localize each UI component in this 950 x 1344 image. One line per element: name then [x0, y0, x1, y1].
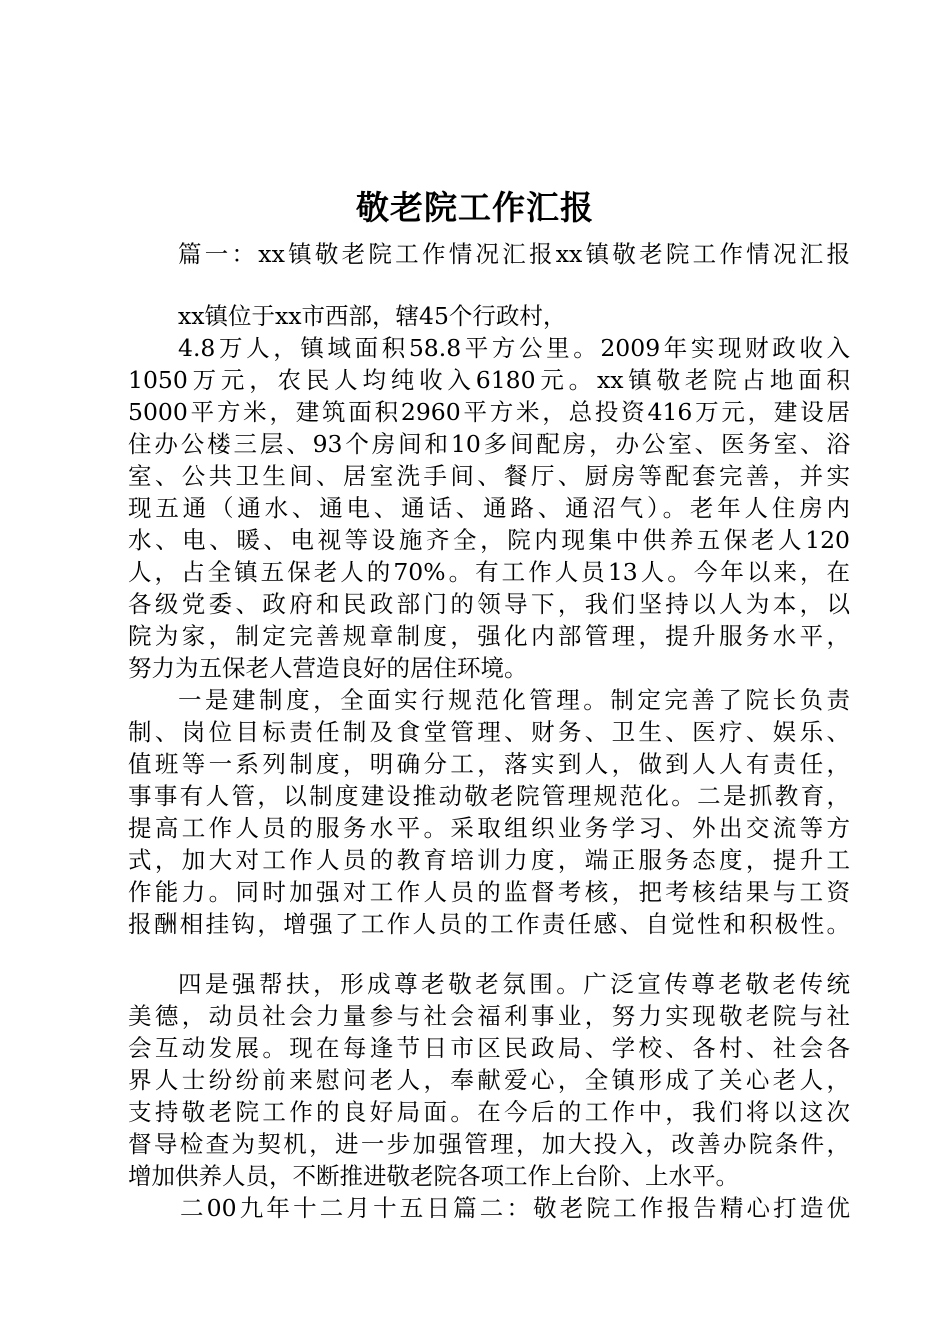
paragraph-line: 支持敬老院工作的良好局面。在今后的工作中，我们将以这次	[128, 1098, 850, 1126]
paragraph-line: 5000平方米，建筑面积2960平方米，总投资416万元，建设居	[128, 398, 850, 426]
paragraph-line: 室、公共卫生间、居室洗手间、餐厅、厨房等配套完善，并实	[128, 462, 850, 490]
document-title: 敬老院工作汇报	[356, 188, 594, 227]
paragraph-line: 提高工作人员的服务水平。采取组织业务学习、外出交流等方	[128, 814, 850, 842]
paragraph-line: 各级党委、政府和民政部门的领导下，我们坚持以人为本，以	[128, 590, 850, 618]
paragraph-line: 作能力。同时加强对工作人员的监督考核，把考核结果与工资	[128, 878, 850, 906]
paragraph-line: 人，占全镇五保老人的70%。有工作人员13人。今年以来，在	[128, 558, 850, 586]
paragraph-line: 一是建制度，全面实行规范化管理。制定完善了院长负责	[178, 686, 850, 714]
paragraph-line: 4.8万人，镇域面积58.8平方公里。2009年实现财政收入	[178, 334, 850, 362]
paragraph-line: 住办公楼三层、93个房间和10多间配房，办公室、医务室、浴	[128, 430, 850, 458]
paragraph-line: 督导检查为契机，进一步加强管理，加大投入，改善办院条件，	[128, 1130, 850, 1158]
paragraph-line: 式，加大对工作人员的教育培训力度，端正服务态度，提升工	[128, 846, 850, 874]
paragraph-line: 制、岗位目标责任制及食堂管理、财务、卫生、医疗、娱乐、	[128, 718, 850, 746]
paragraph-line: 报酬相挂钩，增强了工作人员的工作责任感、自觉性和积极性。	[128, 910, 850, 938]
paragraph-line: 值班等一系列制度，明确分工，落实到人，做到人人有责任，	[128, 750, 850, 778]
paragraph-line: 四是强帮扶，形成尊老敬老氛围。广泛宣传尊老敬老传统	[178, 970, 850, 998]
paragraph-line: 院为家，制定完善规章制度，强化内部管理，提升服务水平，	[128, 622, 850, 650]
subtitle-line: 篇一：xx镇敬老院工作情况汇报xx镇敬老院工作情况汇报	[178, 240, 850, 268]
paragraph-line: 现五通（通水、通电、通话、通路、通沼气）。老年人住房内	[128, 494, 850, 522]
paragraph-line: 1050万元，农民人均纯收入6180元。xx镇敬老院占地面积	[128, 366, 850, 394]
paragraph-line: 美德，动员社会力量参与社会福利事业，努力实现敬老院与社	[128, 1002, 850, 1030]
paragraph-line: 事事有人管，以制度建设推动敬老院管理规范化。二是抓教育，	[128, 782, 850, 810]
paragraph-line: 二00九年十二月十五日篇二：敬老院工作报告精心打造优	[180, 1194, 850, 1222]
paragraph-line: 会互动发展。现在每逢节日市区民政局、学校、各村、社会各	[128, 1034, 850, 1062]
paragraph-line: 增加供养人员，不断推进敬老院各项工作上台阶、上水平。	[128, 1162, 739, 1190]
paragraph-line: 水、电、暖、电视等设施齐全，院内现集中供养五保老人120	[128, 526, 850, 554]
paragraph-line: xx镇位于xx市西部，辖45个行政村，	[178, 302, 567, 330]
paragraph-line: 界人士纷纷前来慰问老人，奉献爱心，全镇形成了关心老人，	[128, 1066, 850, 1094]
paragraph-line: 努力为五保老人营造良好的居住环境。	[128, 654, 528, 682]
